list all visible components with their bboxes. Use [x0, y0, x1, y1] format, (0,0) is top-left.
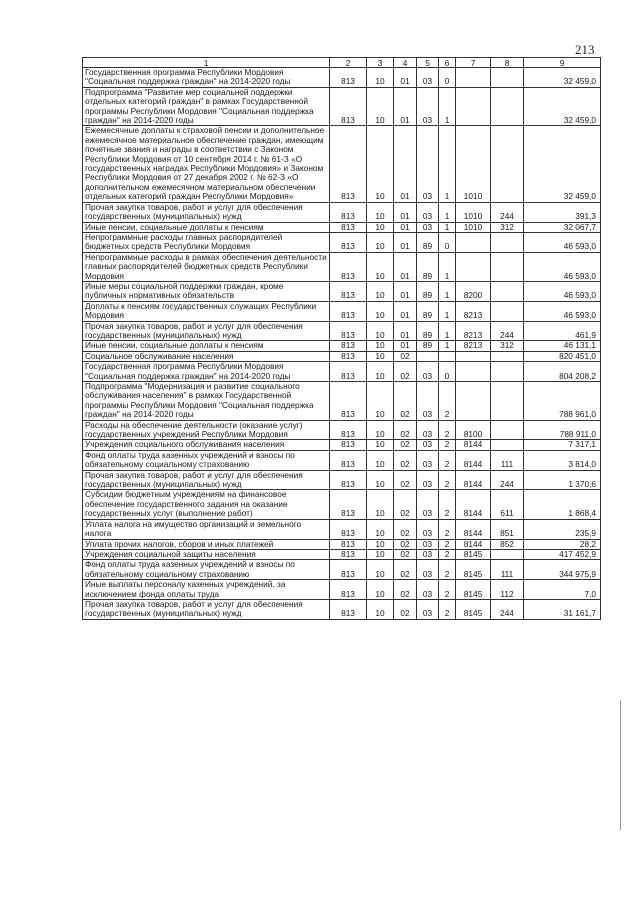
row-code-c3: 10	[367, 549, 394, 559]
row-code-c3: 10	[367, 490, 394, 519]
row-code-c6: 1	[439, 87, 456, 126]
row-code-c5: 03	[417, 560, 439, 580]
row-code-c5: 03	[417, 420, 439, 440]
row-name: Иные пенсии, социальные доплаты к пенсиям	[83, 341, 330, 351]
table-row	[83, 450, 601, 470]
row-code-c4: 01	[394, 222, 417, 232]
row-amount: 1 370,6	[524, 470, 601, 490]
row-code-c8	[491, 232, 524, 252]
row-code-c8: 244	[491, 470, 524, 490]
row-code-c8	[491, 68, 524, 88]
row-amount: 31 161,7	[524, 599, 601, 619]
row-code-c8: 852	[491, 539, 524, 549]
table-row	[83, 87, 601, 126]
row-code-c3: 10	[367, 382, 394, 421]
table-row	[83, 560, 601, 580]
row-code-c7: 8145	[456, 599, 491, 619]
row-name: Социальное обслуживание населения	[83, 351, 330, 361]
row-code-c4: 01	[394, 68, 417, 88]
row-code-c4: 01	[394, 252, 417, 281]
row-code-c2: 813	[330, 232, 367, 252]
row-code-c8	[491, 351, 524, 361]
row-code-c2: 813	[330, 341, 367, 351]
row-name: Доплаты к пенсиям государственных служащих Республики Мордовия	[83, 301, 330, 321]
row-code-c3: 10	[367, 420, 394, 440]
row-code-c8: 312	[491, 222, 524, 232]
row-code-c4: 02	[394, 351, 417, 361]
row-code-c4: 02	[394, 420, 417, 440]
row-name: Фонд оплаты труда казенных учреждений и взносы по обязательному социальному страхованию	[83, 450, 330, 470]
row-code-c2: 813	[330, 560, 367, 580]
row-code-c6: 2	[439, 560, 456, 580]
row-code-c7: 8144	[456, 539, 491, 549]
row-amount: 46 593,0	[524, 281, 601, 301]
row-code-c5: 03	[417, 519, 439, 539]
row-code-c5: 03	[417, 599, 439, 619]
row-code-c6	[439, 351, 456, 361]
row-code-c7	[456, 362, 491, 382]
row-code-c2: 813	[330, 580, 367, 600]
row-name: Субсидии бюджетным учреждениям на финансовое обеспечение государственного задания на оказание государственных услуг (выполнение работ)	[83, 490, 330, 519]
row-name: Прочая закупка товаров, работ и услуг для обеспечения государственных (муниципальных) нужд	[83, 599, 330, 619]
row-name: Учреждения социального обслуживания населения	[83, 440, 330, 450]
row-code-c2: 813	[330, 126, 367, 202]
row-amount: 1 868,4	[524, 490, 601, 519]
row-code-c2: 813	[330, 470, 367, 490]
row-amount: 788 961,0	[524, 382, 601, 421]
row-code-c4: 01	[394, 126, 417, 202]
table-row	[83, 281, 601, 301]
row-amount: 7 317,1	[524, 440, 601, 450]
row-code-c8	[491, 126, 524, 202]
table-row	[83, 580, 601, 600]
row-code-c3: 10	[367, 321, 394, 341]
row-code-c5: 03	[417, 470, 439, 490]
row-code-c4: 01	[394, 87, 417, 126]
row-code-c6: 1	[439, 252, 456, 281]
row-name: Прочая закупка товаров, работ и услуг для обеспечения государственных (муниципальных) нужд	[83, 470, 330, 490]
row-code-c2: 813	[330, 420, 367, 440]
row-code-c7: 8144	[456, 450, 491, 470]
row-name: Учреждения социальной защиты населения	[83, 549, 330, 559]
row-name: Непрограммные расходы в рамках обеспечения деятельности главных распорядителей бюджетных средств Республики Мордовия	[83, 252, 330, 281]
row-code-c5: 03	[417, 450, 439, 470]
row-code-c8: 244	[491, 202, 524, 222]
row-code-c3: 10	[367, 222, 394, 232]
table-row	[83, 301, 601, 321]
row-code-c6: 2	[439, 519, 456, 539]
row-code-c4: 02	[394, 440, 417, 450]
row-name: Подпрограмма "Развитие мер социальной поддержки отдельных категорий граждан" в рамках Государственной программы Республики Мордовия "Социальная поддержка граждан" на 2014-2020 годы	[83, 87, 330, 126]
row-amount: 32 459,0	[524, 126, 601, 202]
row-code-c8: 244	[491, 599, 524, 619]
row-code-c3: 10	[367, 560, 394, 580]
column-header-2: 2	[330, 58, 367, 68]
row-code-c6: 1	[439, 202, 456, 222]
row-code-c5: 03	[417, 580, 439, 600]
row-code-c8	[491, 252, 524, 281]
table-row	[83, 470, 601, 490]
row-code-c3: 10	[367, 539, 394, 549]
table-header	[83, 58, 601, 68]
header-row	[83, 58, 601, 68]
row-code-c2: 813	[330, 281, 367, 301]
row-code-c6: 0	[439, 68, 456, 88]
row-name: Иные пенсии, социальные доплаты к пенсиям	[83, 222, 330, 232]
row-code-c4: 02	[394, 539, 417, 549]
row-code-c4: 02	[394, 549, 417, 559]
table-row	[83, 252, 601, 281]
row-code-c3: 10	[367, 68, 394, 88]
row-code-c3: 10	[367, 252, 394, 281]
row-code-c4: 02	[394, 560, 417, 580]
table-row	[83, 202, 601, 222]
row-code-c7	[456, 68, 491, 88]
row-code-c2: 813	[330, 599, 367, 619]
row-code-c8	[491, 382, 524, 421]
row-code-c3: 10	[367, 341, 394, 351]
table-body	[83, 68, 601, 620]
row-code-c7: 8145	[456, 580, 491, 600]
row-code-c8	[491, 420, 524, 440]
row-code-c6: 1	[439, 222, 456, 232]
row-code-c7: 8144	[456, 519, 491, 539]
row-code-c5: 03	[417, 222, 439, 232]
row-name: Ежемесячные доплаты к страховой пенсии и дополнительное ежемесячное материальное обеспечение граждан, имеющим почетные звания и награды в соответствии с Законом Республики Мордовия от 10 сентября 2014 г. № 61-З «О государственных наградах Республики Мордовия» и Законом Республики Мордовия от 27 декабря 2002 г. № 62-З «О дополнительном ежемесячном материальном обеспечении отдельных категорий граждан Республики Мордовия»	[83, 126, 330, 202]
row-code-c3: 10	[367, 470, 394, 490]
row-code-c2: 813	[330, 68, 367, 88]
row-name: Уплата прочих налогов, сборов и иных платежей	[83, 539, 330, 549]
row-code-c4: 02	[394, 470, 417, 490]
table-row	[83, 341, 601, 351]
row-code-c4: 01	[394, 202, 417, 222]
row-code-c8: 244	[491, 321, 524, 341]
row-code-c6: 2	[439, 539, 456, 549]
row-code-c7: 8145	[456, 549, 491, 559]
row-code-c2: 813	[330, 440, 367, 450]
row-code-c4: 01	[394, 301, 417, 321]
row-code-c2: 813	[330, 87, 367, 126]
row-code-c6: 2	[439, 599, 456, 619]
row-code-c6: 1	[439, 301, 456, 321]
row-code-c5: 03	[417, 126, 439, 202]
row-code-c8	[491, 549, 524, 559]
row-code-c6: 2	[439, 420, 456, 440]
table-row	[83, 222, 601, 232]
row-amount: 804 208,2	[524, 362, 601, 382]
row-code-c3: 10	[367, 301, 394, 321]
column-header-7: 7	[456, 58, 491, 68]
row-code-c6: 1	[439, 281, 456, 301]
row-code-c3: 10	[367, 450, 394, 470]
row-code-c3: 10	[367, 281, 394, 301]
row-code-c8	[491, 362, 524, 382]
row-code-c5: 89	[417, 341, 439, 351]
row-name: Расходы на обеспечение деятельности (оказание услуг) государственных учреждений Республики Мордовия	[83, 420, 330, 440]
row-code-c2: 813	[330, 549, 367, 559]
row-amount: 461,9	[524, 321, 601, 341]
row-code-c8: 112	[491, 580, 524, 600]
row-code-c4: 01	[394, 341, 417, 351]
row-code-c6: 1	[439, 126, 456, 202]
row-name: Подпрограмма "Модернизация и развитие социального обслуживания населения" в рамках Государственной программы Республики Мордовия "Социальная поддержка граждан" на 2014-2020 годы	[83, 382, 330, 421]
row-code-c8	[491, 87, 524, 126]
row-code-c3: 10	[367, 440, 394, 450]
row-code-c8	[491, 301, 524, 321]
row-amount: 32 067,7	[524, 222, 601, 232]
row-code-c5: 89	[417, 232, 439, 252]
row-amount: 28,2	[524, 539, 601, 549]
row-code-c7: 8213	[456, 321, 491, 341]
page-number: 213	[575, 42, 595, 57]
table-row	[83, 321, 601, 341]
row-code-c4: 02	[394, 580, 417, 600]
row-code-c4: 01	[394, 281, 417, 301]
column-header-5: 5	[417, 58, 439, 68]
table-row	[83, 382, 601, 421]
row-amount: 391,3	[524, 202, 601, 222]
row-code-c2: 813	[330, 519, 367, 539]
scan-edge-mark	[620, 700, 621, 830]
row-code-c6: 2	[439, 440, 456, 450]
row-code-c5: 89	[417, 252, 439, 281]
row-name: Прочая закупка товаров, работ и услуг для обеспечения государственных (муниципальных) нужд	[83, 321, 330, 341]
row-code-c3: 10	[367, 599, 394, 619]
table-row	[83, 232, 601, 252]
row-code-c7: 8213	[456, 341, 491, 351]
row-code-c8	[491, 440, 524, 450]
row-amount: 46 593,0	[524, 232, 601, 252]
row-code-c4: 02	[394, 362, 417, 382]
row-code-c3: 10	[367, 232, 394, 252]
row-code-c7: 8145	[456, 560, 491, 580]
budget-table	[82, 57, 601, 620]
row-code-c5: 89	[417, 321, 439, 341]
column-header-6: 6	[439, 58, 456, 68]
row-code-c4: 02	[394, 519, 417, 539]
row-code-c2: 813	[330, 202, 367, 222]
row-code-c2: 813	[330, 539, 367, 549]
row-code-c6: 2	[439, 490, 456, 519]
row-code-c7: 8144	[456, 470, 491, 490]
row-code-c7: 1010	[456, 222, 491, 232]
row-code-c5: 03	[417, 202, 439, 222]
row-code-c2: 813	[330, 351, 367, 361]
table-row	[83, 126, 601, 202]
row-amount: 46 593,0	[524, 301, 601, 321]
row-code-c8: 111	[491, 450, 524, 470]
row-code-c8: 312	[491, 341, 524, 351]
row-code-c8: 611	[491, 490, 524, 519]
row-code-c7	[456, 232, 491, 252]
row-name: Фонд оплаты труда казенных учреждений и взносы по обязательному социальному страхованию	[83, 560, 330, 580]
row-code-c5: 89	[417, 281, 439, 301]
row-name: Прочая закупка товаров, работ и услуг для обеспечения государственных (муниципальных) нужд	[83, 202, 330, 222]
row-code-c3: 10	[367, 87, 394, 126]
row-amount: 344 975,9	[524, 560, 601, 580]
row-code-c3: 10	[367, 126, 394, 202]
row-code-c6: 0	[439, 362, 456, 382]
column-header-8: 8	[491, 58, 524, 68]
row-code-c7: 8213	[456, 301, 491, 321]
row-amount: 820 451,0	[524, 351, 601, 361]
row-code-c6: 1	[439, 341, 456, 351]
row-code-c2: 813	[330, 382, 367, 421]
table-row	[83, 549, 601, 559]
row-code-c4: 02	[394, 382, 417, 421]
table-row	[83, 68, 601, 88]
row-code-c3: 10	[367, 202, 394, 222]
row-code-c5: 03	[417, 362, 439, 382]
row-code-c4: 01	[394, 321, 417, 341]
column-header-9: 9	[524, 58, 601, 68]
row-code-c8: 851	[491, 519, 524, 539]
table-row	[83, 362, 601, 382]
row-code-c2: 813	[330, 252, 367, 281]
row-code-c2: 813	[330, 321, 367, 341]
row-code-c3: 10	[367, 362, 394, 382]
row-name: Государственная программа Республики Мордовия "Социальная поддержка граждан" на 2014-2020 годы	[83, 68, 330, 88]
row-code-c7: 8144	[456, 440, 491, 450]
column-header-4: 4	[394, 58, 417, 68]
row-name: Уплата налога на имущество организаций и земельного налога	[83, 519, 330, 539]
row-name: Государственная программа Республики Мордовия "Социальная поддержка граждан" на 2014-2020 годы	[83, 362, 330, 382]
row-code-c6: 1	[439, 321, 456, 341]
column-header-1: 1	[83, 58, 330, 68]
row-name: Иные выплаты персоналу казенных учреждений, за исключением фонда оплаты труда	[83, 580, 330, 600]
row-code-c6: 2	[439, 549, 456, 559]
row-code-c5: 03	[417, 549, 439, 559]
row-code-c2: 813	[330, 222, 367, 232]
row-code-c6: 2	[439, 382, 456, 421]
table-row	[83, 519, 601, 539]
row-code-c5: 03	[417, 68, 439, 88]
row-amount: 32 459,0	[524, 87, 601, 126]
table-row	[83, 599, 601, 619]
row-code-c2: 813	[330, 450, 367, 470]
row-code-c6: 2	[439, 470, 456, 490]
row-code-c4: 02	[394, 450, 417, 470]
row-code-c2: 813	[330, 490, 367, 519]
row-code-c5: 03	[417, 440, 439, 450]
row-code-c7: 8100	[456, 420, 491, 440]
row-code-c5: 03	[417, 87, 439, 126]
row-code-c8: 111	[491, 560, 524, 580]
row-code-c5: 03	[417, 382, 439, 421]
row-code-c7	[456, 87, 491, 126]
row-amount: 7,0	[524, 580, 601, 600]
row-amount: 46 593,0	[524, 252, 601, 281]
row-code-c8	[491, 281, 524, 301]
row-code-c3: 10	[367, 580, 394, 600]
row-code-c6: 0	[439, 232, 456, 252]
table-row	[83, 440, 601, 450]
row-amount: 417 452,9	[524, 549, 601, 559]
row-amount: 788 911,0	[524, 420, 601, 440]
row-code-c7: 1010	[456, 126, 491, 202]
row-code-c7	[456, 351, 491, 361]
row-code-c5: 89	[417, 301, 439, 321]
row-code-c2: 813	[330, 301, 367, 321]
row-code-c7	[456, 252, 491, 281]
row-name: Непрограммные расходы главных распорядителей бюджетных средств Республики Мордовия	[83, 232, 330, 252]
row-code-c3: 10	[367, 519, 394, 539]
row-code-c6: 2	[439, 580, 456, 600]
table-row	[83, 539, 601, 549]
row-code-c4: 01	[394, 232, 417, 252]
row-code-c7: 1010	[456, 202, 491, 222]
row-code-c3: 10	[367, 351, 394, 361]
row-code-c4: 02	[394, 490, 417, 519]
row-code-c5: 03	[417, 539, 439, 549]
row-code-c5	[417, 351, 439, 361]
row-code-c7: 8200	[456, 281, 491, 301]
row-amount: 235,9	[524, 519, 601, 539]
row-name: Иные меры социальной поддержки граждан, кроме публичных нормативных обязательств	[83, 281, 330, 301]
row-code-c7	[456, 382, 491, 421]
row-code-c2: 813	[330, 362, 367, 382]
row-code-c6: 2	[439, 450, 456, 470]
row-amount: 46 131,1	[524, 341, 601, 351]
row-amount: 32 459,0	[524, 68, 601, 88]
row-code-c4: 02	[394, 599, 417, 619]
table-row	[83, 351, 601, 361]
column-header-3: 3	[367, 58, 394, 68]
row-code-c7: 8144	[456, 490, 491, 519]
table-row	[83, 490, 601, 519]
row-code-c5: 03	[417, 490, 439, 519]
table-row	[83, 420, 601, 440]
row-amount: 3 814,0	[524, 450, 601, 470]
